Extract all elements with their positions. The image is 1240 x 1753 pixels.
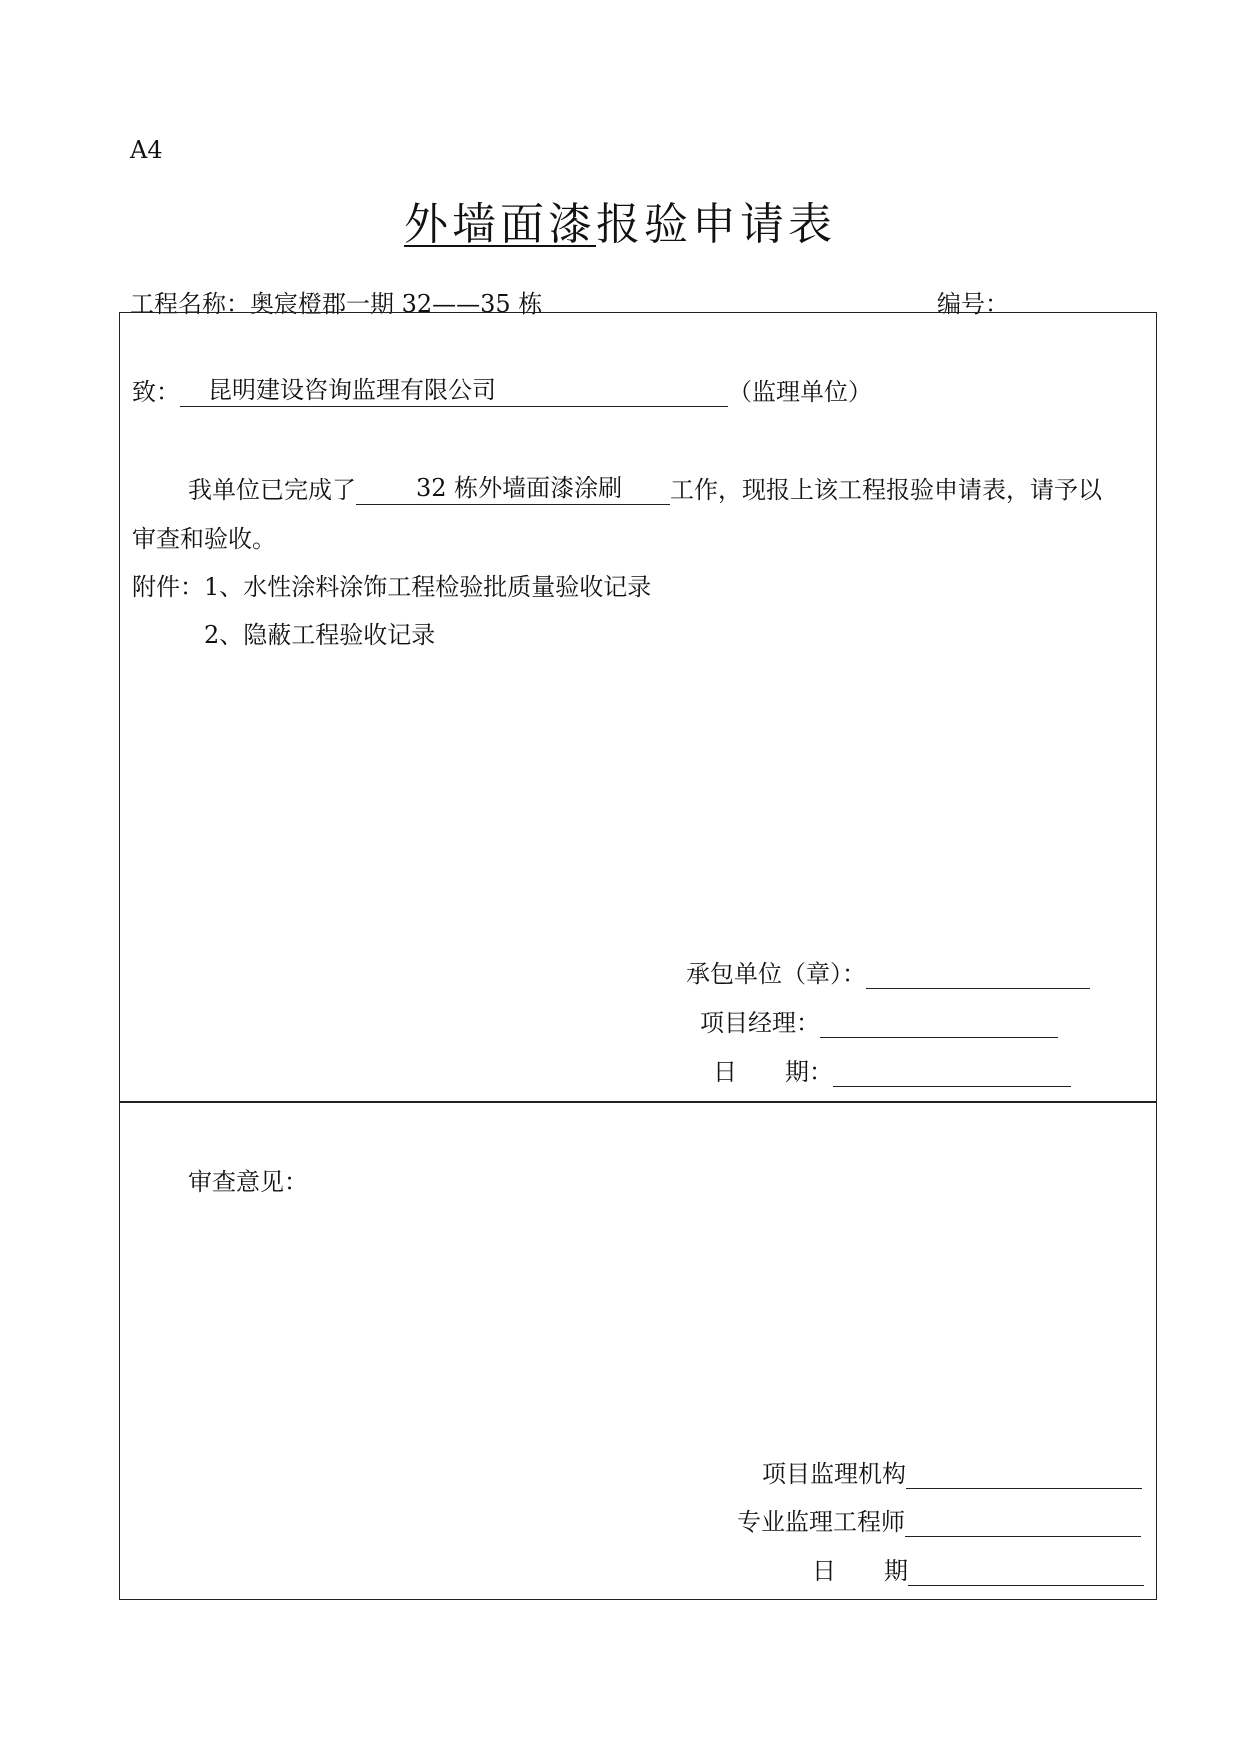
- form-code: A4: [130, 136, 163, 164]
- review-date-line: [812, 1551, 1144, 1586]
- agency-signature-line: [762, 1454, 1142, 1489]
- title-underlined-part: 外墙面漆: [404, 199, 596, 250]
- attachment-2: 2、隐蔽工程验收记录: [204, 621, 436, 649]
- statement-line-1: [188, 470, 1102, 505]
- application-date-line: [713, 1052, 1071, 1087]
- project-label: 工程名称：: [130, 290, 250, 318]
- work-item: 32 栋外墙面漆涂刷: [416, 474, 623, 502]
- contractor-field[interactable]: [866, 958, 1090, 989]
- application-date-field[interactable]: [833, 1056, 1071, 1087]
- title-rest: 报验申请表: [596, 199, 836, 250]
- attachment-line-1: [132, 567, 651, 602]
- work-item-field[interactable]: [356, 474, 670, 505]
- page-title: [0, 188, 1240, 252]
- to-label: 致：: [132, 378, 180, 406]
- review-opinion-label: 审查意见：: [188, 1168, 308, 1196]
- review-date-field[interactable]: [908, 1555, 1144, 1586]
- manager-signature-line: [700, 1003, 1058, 1038]
- engineer-label: 专业监理工程师: [737, 1508, 905, 1536]
- attachments-label: 附件：: [132, 573, 204, 601]
- attachment-1: 1、水性涂料涂饰工程检验批质量验收记录: [204, 573, 652, 601]
- supervisor-company: 昆明建设咨询监理有限公司: [208, 376, 496, 404]
- addressee-line: [132, 372, 872, 407]
- contractor-label: 承包单位（章）：: [686, 960, 866, 988]
- contractor-signature-line: [686, 954, 1090, 989]
- application-date-label: 日 期：: [713, 1058, 833, 1086]
- agency-field[interactable]: [906, 1458, 1142, 1489]
- agency-label: 项目监理机构: [762, 1460, 906, 1488]
- engineer-signature-line: [737, 1502, 1141, 1537]
- supervisor-suffix: （监理单位）: [728, 378, 872, 406]
- statement-line-2: 审查和验收。: [132, 525, 276, 553]
- project-name: 奥宸橙郡一期 32——35 栋: [250, 290, 543, 318]
- manager-field[interactable]: [820, 1007, 1058, 1038]
- review-date-label: 日 期: [812, 1557, 908, 1585]
- supervisor-company-field[interactable]: [180, 376, 728, 407]
- statement-suffix: 工作，现报上该工程报验申请表，请予以: [670, 476, 1102, 504]
- engineer-field[interactable]: [905, 1506, 1141, 1537]
- number-label: 编号：: [937, 290, 1009, 318]
- statement-prefix: 我单位已完成了: [188, 476, 356, 504]
- manager-label: 项目经理：: [700, 1009, 820, 1037]
